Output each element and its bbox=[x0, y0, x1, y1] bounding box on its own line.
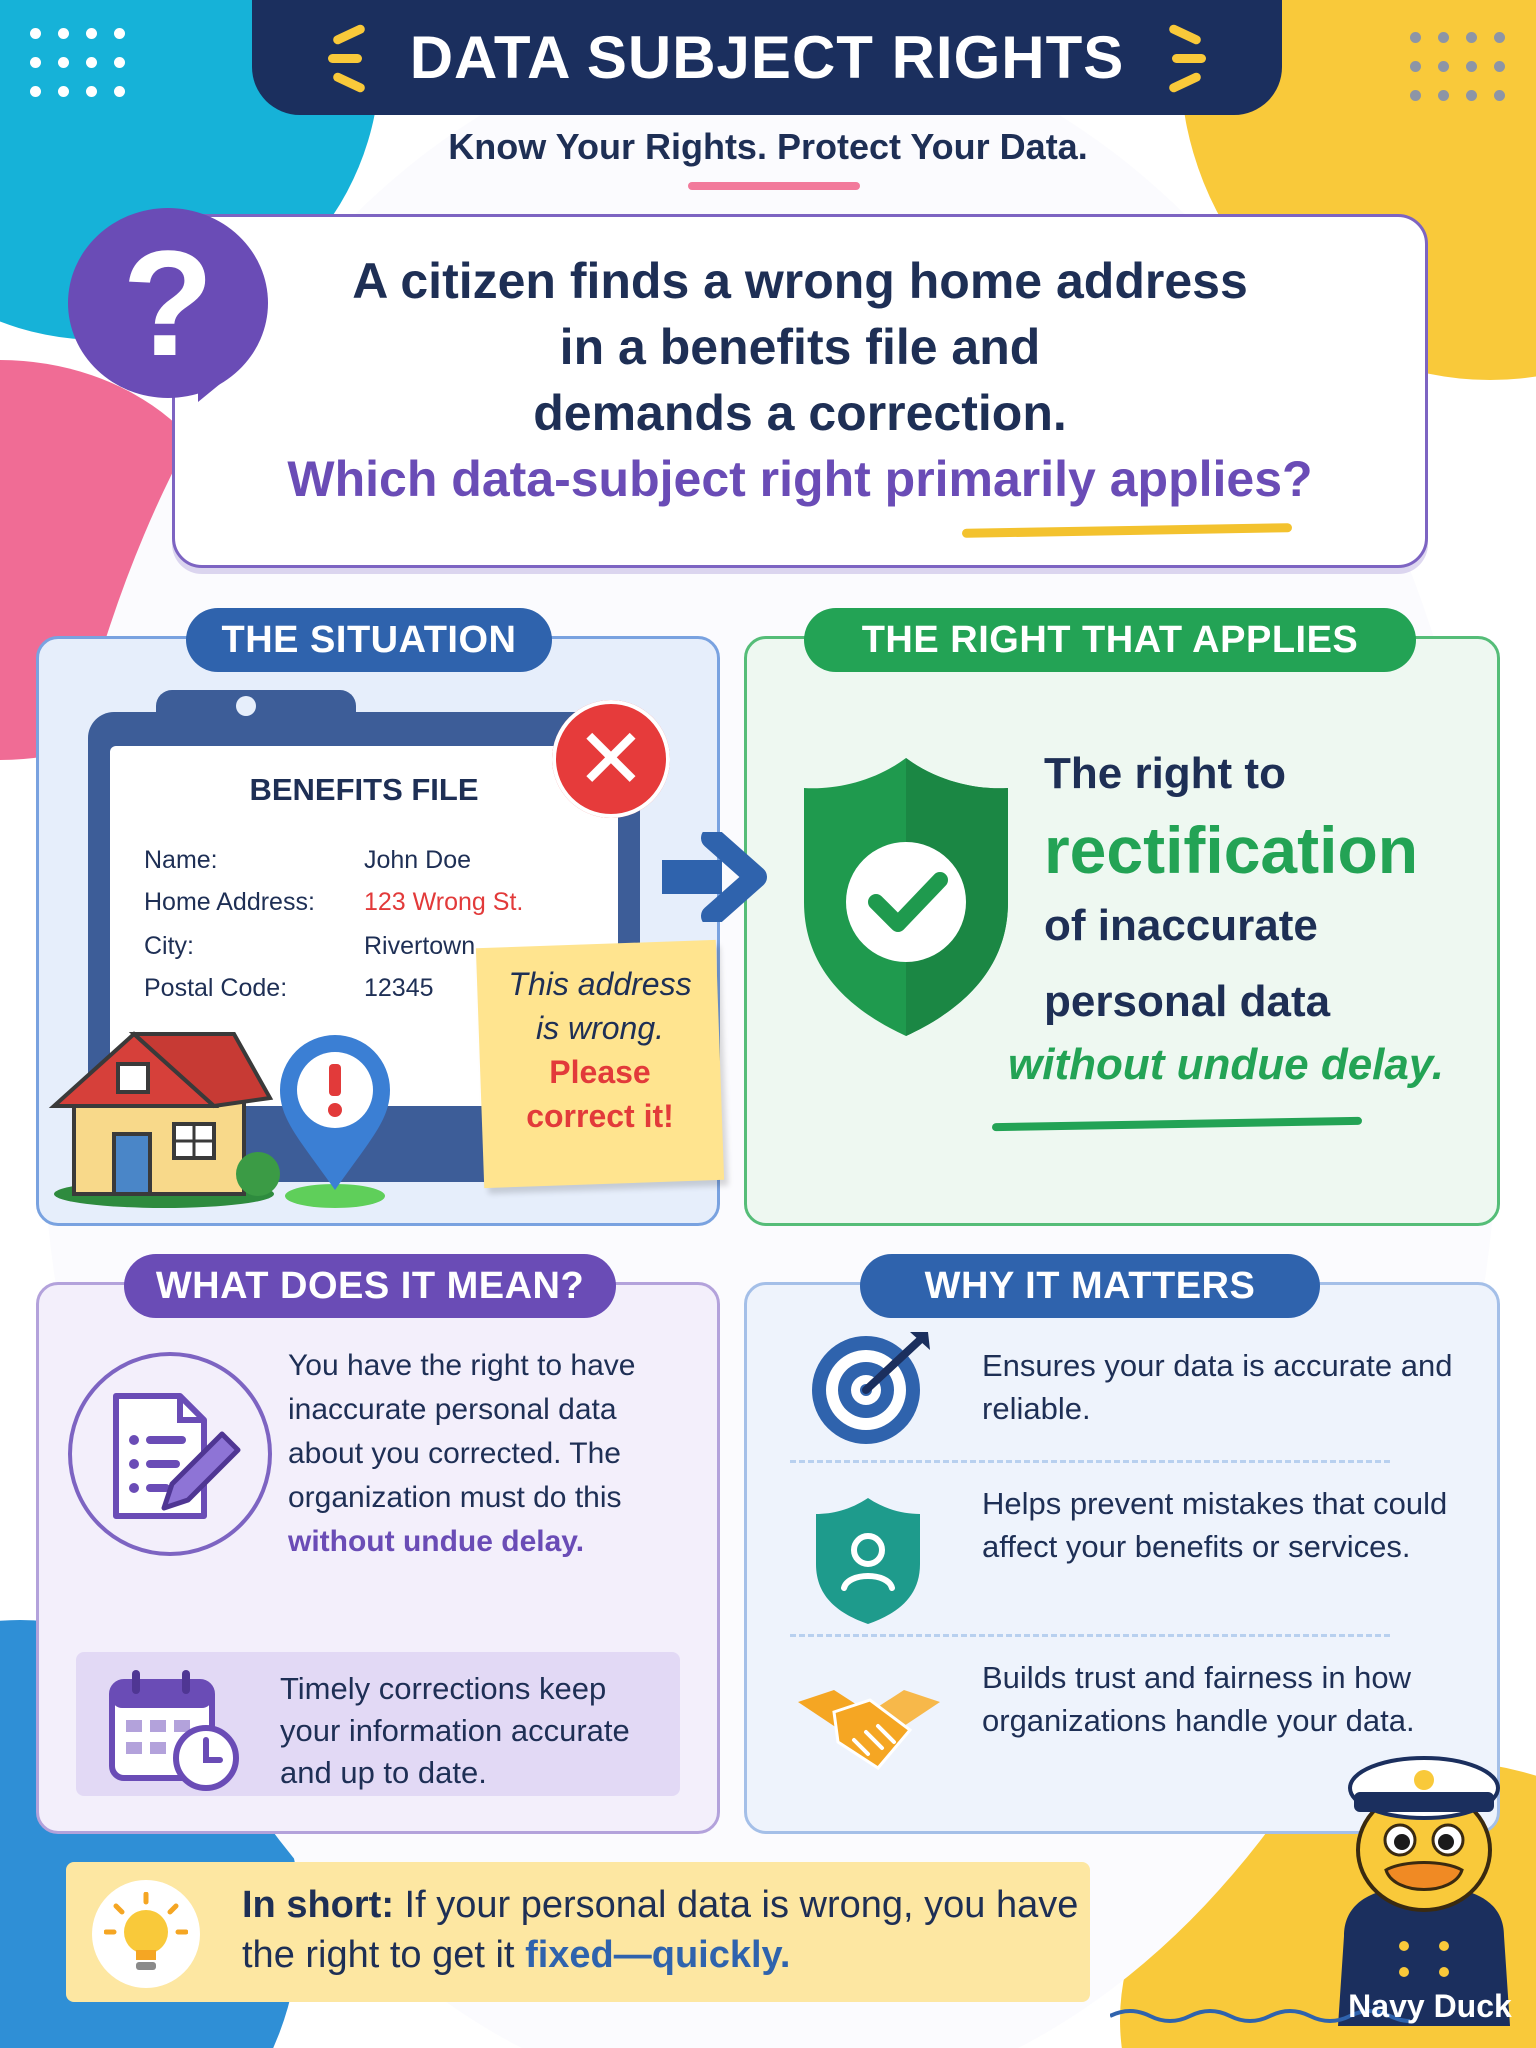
spark-icon bbox=[1168, 23, 1203, 46]
right-line-2: rectification bbox=[1044, 813, 1419, 887]
question-text bbox=[200, 248, 1400, 512]
summary-text bbox=[242, 1880, 1082, 1980]
lightbulb-icon bbox=[104, 1892, 188, 1976]
file-value-address: 123 Wrong St. bbox=[364, 888, 524, 916]
right-tag: THE RIGHT THAT APPLIES bbox=[804, 608, 1416, 672]
clipboard-clip bbox=[156, 690, 356, 748]
meaning-text-highlight: without undue delay. bbox=[288, 1525, 585, 1558]
spark-icon bbox=[332, 71, 367, 94]
right-line-5: without undue delay. bbox=[1008, 1040, 1444, 1089]
file-value-city: Rivertown bbox=[364, 932, 476, 960]
file-label-city: City: bbox=[144, 932, 194, 960]
spark-icon bbox=[328, 54, 362, 63]
right-line-4: personal data bbox=[1044, 977, 1331, 1026]
shield-check-icon bbox=[794, 752, 1018, 1042]
right-statement bbox=[1044, 736, 1484, 1040]
benefits-file-title: BENEFITS FILE bbox=[249, 772, 479, 807]
note-line-1: This address bbox=[508, 966, 692, 1002]
matters-item-2-text: Helps prevent mistakes that could affect your benefits or services. bbox=[982, 1486, 1448, 1564]
navy-duck-mascot bbox=[1324, 1736, 1524, 2026]
question-line-2: in a benefits file and bbox=[559, 319, 1041, 375]
matters-item-1-text: Ensures your data is accurate and reliable. bbox=[982, 1348, 1453, 1426]
right-line-3: of inaccurate bbox=[1044, 901, 1318, 950]
spark-icon bbox=[332, 23, 367, 46]
location-pin-icon bbox=[270, 1030, 400, 1210]
note-line-4: correct it! bbox=[526, 1098, 674, 1134]
page-title: DATA SUBJECT RIGHTS bbox=[409, 24, 1125, 91]
handshake-icon bbox=[794, 1672, 944, 1782]
matters-separator bbox=[790, 1634, 1390, 1637]
situation-tag: THE SITUATION bbox=[186, 608, 552, 672]
calendar-clock-icon bbox=[108, 1668, 240, 1792]
timely-text: Timely corrections keep your information accurate and up to date. bbox=[280, 1671, 630, 1790]
lightbulb-icon-circle bbox=[92, 1880, 200, 1988]
note-line-3: Please bbox=[549, 1054, 651, 1090]
shield-person-icon bbox=[810, 1494, 926, 1626]
spark-icon bbox=[1168, 71, 1203, 94]
matters-item-3-text: Builds trust and fairness in how organizations handle your data. bbox=[982, 1660, 1415, 1738]
arrow-right-icon bbox=[660, 832, 780, 922]
mascot-label: Navy Duck bbox=[1348, 1988, 1512, 2024]
decorative-dots-left bbox=[30, 28, 125, 97]
right-line-1: The right to bbox=[1044, 749, 1286, 798]
page-subtitle: Know Your Rights. Protect Your Data. bbox=[448, 126, 1088, 167]
file-label-address: Home Address: bbox=[144, 888, 315, 916]
question-line-4: Which data-subject right primarily applies? bbox=[287, 451, 1313, 507]
spark-icon bbox=[1172, 54, 1206, 63]
document-edit-icon bbox=[104, 1388, 244, 1524]
matters-tag: WHY IT MATTERS bbox=[860, 1254, 1320, 1318]
summary-lead: In short: bbox=[242, 1884, 394, 1926]
matters-separator bbox=[790, 1460, 1390, 1463]
question-mark-icon: ? bbox=[68, 208, 268, 398]
error-x-icon: ✕ bbox=[552, 700, 670, 818]
file-value-postal: 12345 bbox=[364, 974, 434, 1002]
house-icon bbox=[44, 1014, 284, 1214]
meaning-text-plain: You have the right to have inaccurate personal data about you corrected. The organization must do this bbox=[288, 1349, 636, 1514]
header-banner bbox=[252, 0, 1282, 115]
note-line-2: is wrong. bbox=[535, 1010, 665, 1046]
meaning-tag: WHAT DOES IT MEAN? bbox=[124, 1254, 616, 1318]
decorative-dots-right bbox=[1410, 32, 1505, 101]
file-label-postal: Postal Code: bbox=[144, 974, 288, 1002]
summary-body: If your personal data is wrong, you have the right to get it bbox=[242, 1884, 1079, 1976]
sticky-note-text bbox=[484, 962, 716, 1138]
meaning-text bbox=[288, 1344, 688, 1564]
file-value-name: John Doe bbox=[364, 846, 472, 874]
file-label-name: Name: bbox=[144, 846, 218, 874]
target-icon bbox=[806, 1328, 936, 1448]
summary-highlight: fixed—quickly. bbox=[525, 1934, 791, 1976]
question-line-3: demands a correction. bbox=[533, 385, 1067, 441]
question-line-1: A citizen finds a wrong home address bbox=[352, 253, 1248, 309]
subtitle-underline bbox=[688, 182, 860, 190]
clipboard-hole bbox=[236, 696, 256, 716]
